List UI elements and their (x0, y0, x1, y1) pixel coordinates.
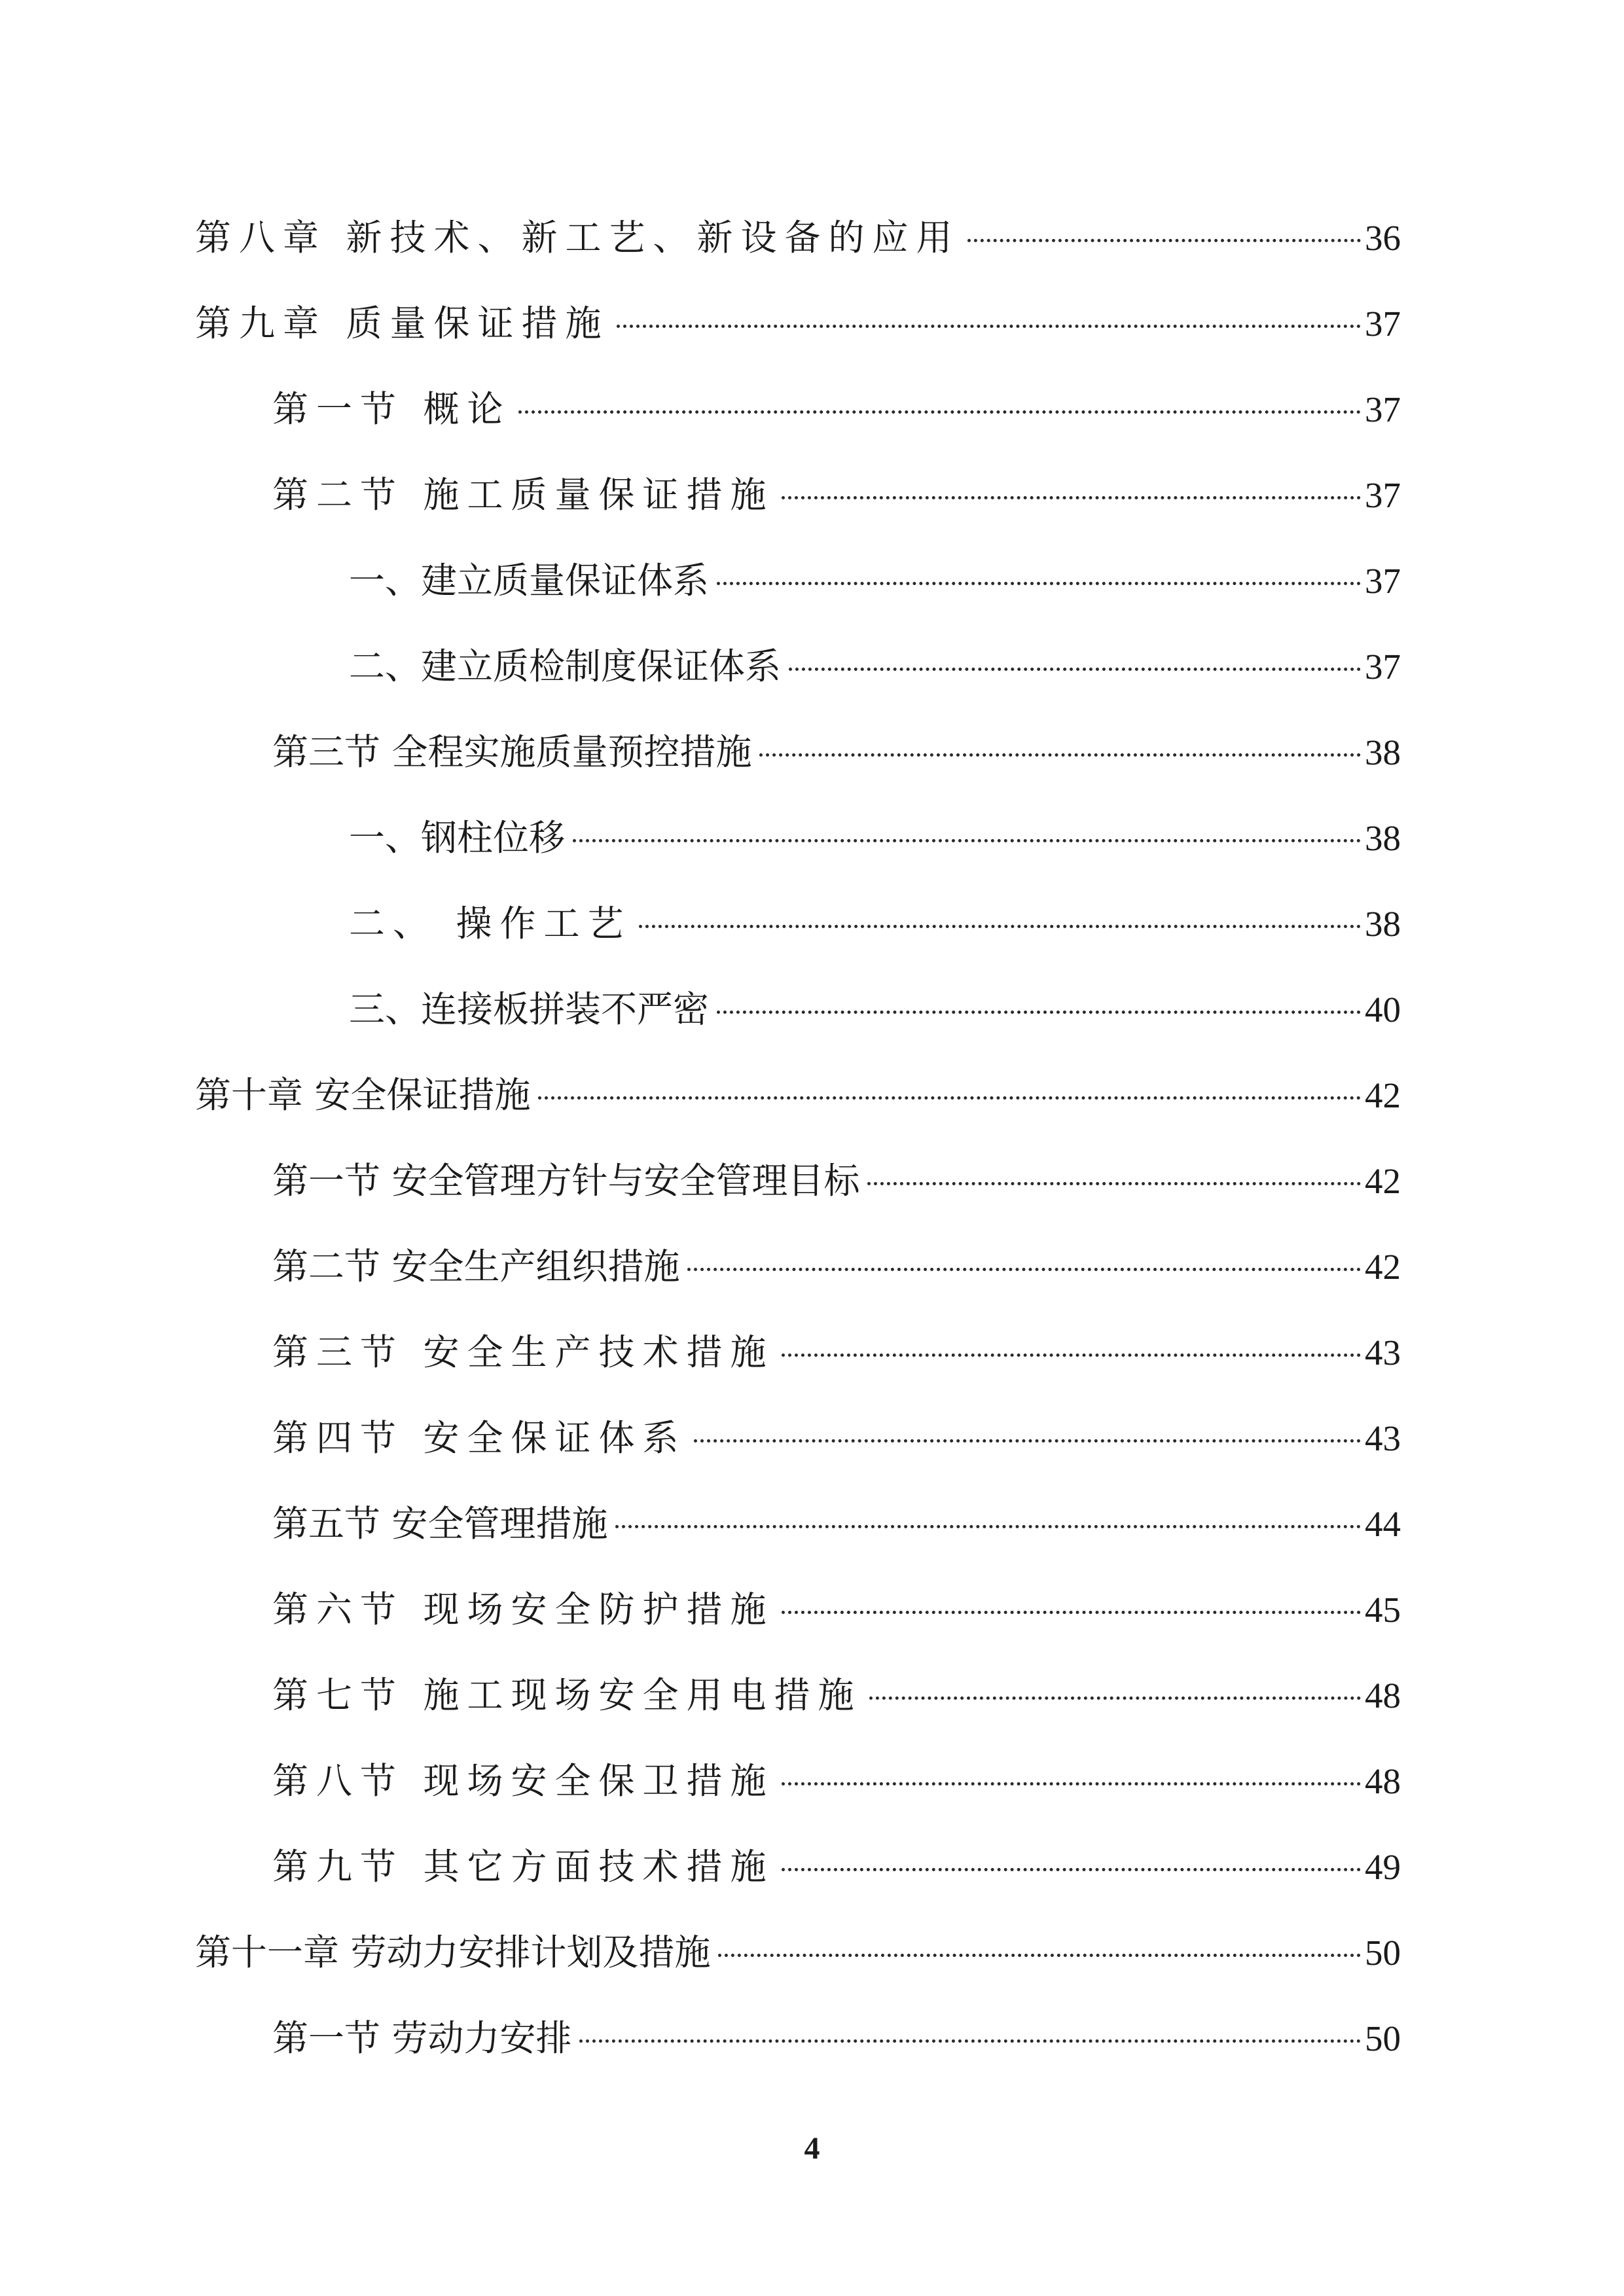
toc-entry-page: 38 (1365, 732, 1401, 772)
toc-entry-page: 37 (1365, 647, 1401, 687)
toc-entry[interactable] (195, 538, 1401, 624)
toc-entry-page: 43 (1365, 1333, 1401, 1372)
toc-entry-title: 第二节 安全生产组织措施 (272, 1246, 680, 1287)
dot-leader (782, 1354, 1361, 1357)
toc-entry-page: 48 (1365, 1676, 1401, 1715)
toc-entry[interactable] (195, 281, 1401, 367)
toc-entry-page: 42 (1365, 1075, 1401, 1115)
dot-leader (782, 496, 1361, 499)
toc-entry[interactable] (195, 1738, 1401, 1824)
dot-leader (759, 753, 1361, 757)
toc-entry[interactable] (195, 795, 1401, 881)
toc-entry[interactable] (195, 1824, 1401, 1910)
toc-entry-page: 48 (1365, 1761, 1401, 1801)
toc-entry-title: 二、 操作工艺 (349, 903, 632, 944)
toc-entry-title: 第九节 其它方面技术措施 (272, 1846, 774, 1888)
toc-entry-title: 第三节 安全生产技术措施 (272, 1331, 774, 1373)
toc-entry[interactable] (195, 1224, 1401, 1310)
toc-entry-page: 37 (1365, 475, 1401, 515)
toc-entry-title: 第一节 劳动力安排 (272, 2017, 572, 2059)
toc-entry-page: 36 (1365, 218, 1401, 258)
toc-entry-page: 38 (1365, 904, 1401, 944)
dot-leader (615, 1525, 1361, 1528)
dot-leader (967, 239, 1361, 242)
toc-entry-title: 第八节 现场安全保卫措施 (272, 1760, 774, 1802)
dot-leader (717, 582, 1361, 585)
dot-leader (518, 410, 1361, 414)
toc-entry-page: 50 (1365, 1933, 1401, 1973)
dot-leader (869, 1696, 1361, 1700)
dot-leader (573, 839, 1361, 842)
toc-entry-page: 37 (1365, 304, 1401, 344)
toc-entry-page: 44 (1365, 1504, 1401, 1544)
toc-entry[interactable] (195, 1481, 1401, 1567)
toc-entry-title: 三、连接板拼装不严密 (349, 988, 710, 1030)
toc-entry-page: 37 (1365, 561, 1401, 601)
dot-leader (718, 1954, 1361, 1957)
toc-entry-title: 第四节 安全保证体系 (272, 1417, 687, 1459)
toc-entry[interactable] (195, 367, 1401, 452)
toc-entry-page: 37 (1365, 389, 1401, 429)
dot-leader (782, 1782, 1361, 1785)
dot-leader (717, 1011, 1361, 1014)
toc-entry-page: 49 (1365, 1847, 1401, 1887)
toc-entry[interactable] (195, 1653, 1401, 1738)
dot-leader (694, 1439, 1361, 1443)
toc-entry[interactable] (195, 1910, 1401, 1996)
toc-entry-title: 第三节 全程实施质量预控措施 (272, 731, 752, 773)
toc-entry[interactable] (195, 967, 1401, 1052)
toc-entry[interactable] (195, 1567, 1401, 1653)
dot-leader (538, 1096, 1361, 1100)
toc-entry-page: 43 (1365, 1418, 1401, 1458)
dot-leader (867, 1182, 1361, 1185)
toc-entry[interactable] (195, 1310, 1401, 1395)
toc-entry-title: 第八章 新技术、新工艺、新设备的应用 (195, 217, 960, 259)
toc-entry-title: 第二节 施工质量保证措施 (272, 474, 774, 516)
toc-entry-title: 第一节 概论 (272, 388, 511, 430)
dot-leader (617, 325, 1361, 328)
page-number: 4 (804, 2131, 820, 2166)
toc-entry-title: 第五节 安全管理措施 (272, 1503, 608, 1545)
toc-entry-title: 第一节 安全管理方针与安全管理目标 (272, 1160, 860, 1202)
toc-entry[interactable] (195, 1996, 1401, 2081)
dot-leader (639, 925, 1361, 928)
toc-entry-title: 第六节 现场安全防护措施 (272, 1588, 774, 1630)
toc-entry-title: 第十一章 劳动力安排计划及措施 (195, 1931, 711, 1973)
toc-entry[interactable] (195, 709, 1401, 795)
dot-leader (789, 668, 1361, 671)
toc-entry[interactable] (195, 624, 1401, 709)
toc-entry-page: 38 (1365, 818, 1401, 858)
toc-entry-title: 第七节 施工现场安全用电措施 (272, 1674, 862, 1716)
toc-entry-title: 第九章 质量保证措施 (195, 302, 609, 344)
toc-entry-page: 42 (1365, 1247, 1401, 1287)
toc-entry-page: 45 (1365, 1590, 1401, 1630)
dot-leader (782, 1611, 1361, 1614)
table-of-contents (195, 195, 1401, 2081)
toc-entry[interactable] (195, 881, 1401, 967)
toc-entry-title: 第十章 安全保证措施 (195, 1074, 531, 1116)
toc-entry-title: 二、建立质检制度保证体系 (349, 645, 782, 687)
toc-entry[interactable] (195, 195, 1401, 281)
toc-entry-page: 42 (1365, 1161, 1401, 1201)
dot-leader (579, 2039, 1361, 2043)
toc-entry[interactable] (195, 1138, 1401, 1224)
dot-leader (687, 1268, 1361, 1271)
toc-entry-title: 一、建立质量保证体系 (349, 560, 710, 601)
toc-entry-title: 一、钢柱位移 (349, 817, 566, 859)
toc-entry-page: 40 (1365, 990, 1401, 1030)
toc-entry[interactable] (195, 1395, 1401, 1481)
toc-entry[interactable] (195, 452, 1401, 538)
toc-entry-page: 50 (1365, 2018, 1401, 2058)
dot-leader (782, 1868, 1361, 1871)
toc-entry[interactable] (195, 1052, 1401, 1138)
